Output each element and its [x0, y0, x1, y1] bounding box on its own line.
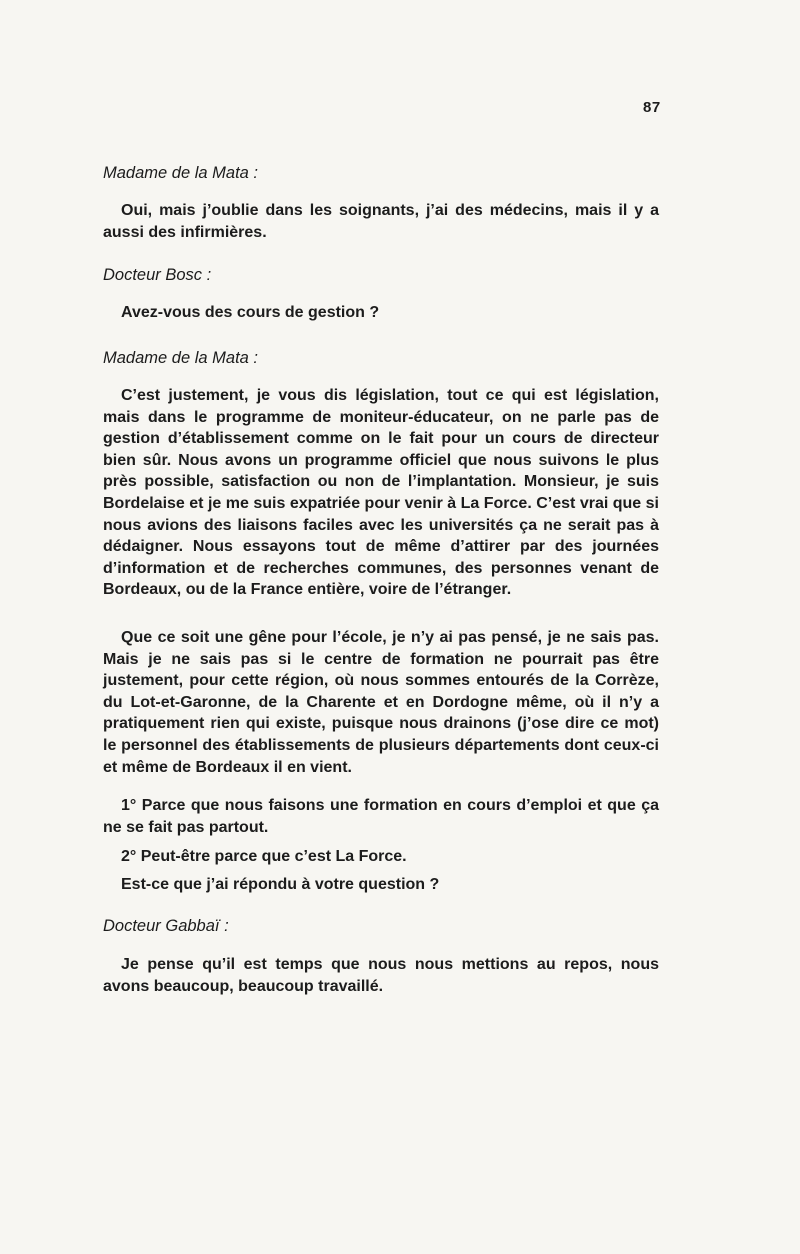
dialogue-text	[103, 302, 659, 324]
paragraph: Est-ce que j’ai répondu à votre question ?	[121, 876, 440, 893]
paragraph: Avez-vous des cours de gestion ?	[121, 304, 380, 321]
dialogue-exchange	[103, 163, 659, 183]
dialogue-exchange	[103, 916, 659, 936]
dialogue-text	[103, 627, 659, 778]
speaker-name: Docteur Gabbaï :	[103, 917, 229, 935]
paragraph: Que ce soit une gêne pour l’école, je n’y ai pas pensé, je ne sais pas. Mais je ne sais pas si le centre de formation ne pourrait pas être justement, pour cette région, où nous sommes entourés de la Corrèze, du Lot-et-Garonne, de la Charente et en Dordogne même, où il n’y a pratiquement rien qui existe, puisque nous drainons (j’ose dire ce mot) le personnel des établissements de plusieurs départements dont ceux-ci et même de Bordeaux il en vient.	[103, 629, 659, 776]
paragraph: Oui, mais j’oublie dans les soignants, j’ai des médecins, mais il y a aussi des infirmières.	[103, 202, 659, 241]
speaker-name: Madame de la Mata :	[103, 164, 258, 182]
dialogue-text	[103, 874, 659, 896]
dialogue-text	[103, 795, 659, 838]
page-number: 87	[643, 99, 661, 116]
dialogue-exchange	[103, 348, 659, 368]
speaker-name: Docteur Bosc :	[103, 266, 212, 284]
dialogue-exchange	[103, 265, 659, 285]
paragraph: 2° Peut-être parce que c’est La Force.	[121, 848, 407, 865]
speaker-name: Madame de la Mata :	[103, 349, 258, 367]
dialogue-text	[103, 200, 659, 243]
paragraph: C’est justement, je vous dis législation, tout ce qui est législation, mais dans le programme de moniteur-éducateur, on ne parle pas de gestion d’établissement comme on le fait pour un cours de directeur bien sûr. Nous avons un programme officiel que nous suivons le plus près possible, satisfaction ou non de l’implantation. Monsieur, je suis Bordelaise et je me suis expatriée pour venir à La Force. C’est vrai que si nous avions des liaisons faciles avec les universités ça ne serait pas à dédaigner. Nous essayons tout de même d’attirer par des journées d’information et de recherches communes, des personnes venant de Bordeaux, ou de la France entière, voire de l’étranger.	[103, 387, 659, 599]
paragraph: Je pense qu’il est temps que nous nous mettions au repos, nous avons beaucoup, beaucoup travaillé.	[103, 956, 659, 995]
dialogue-text	[103, 385, 659, 601]
dialogue-text	[103, 954, 659, 997]
paragraph: 1° Parce que nous faisons une formation en cours d’emploi et que ça ne se fait pas partout.	[103, 797, 659, 836]
dialogue-text	[103, 846, 659, 868]
